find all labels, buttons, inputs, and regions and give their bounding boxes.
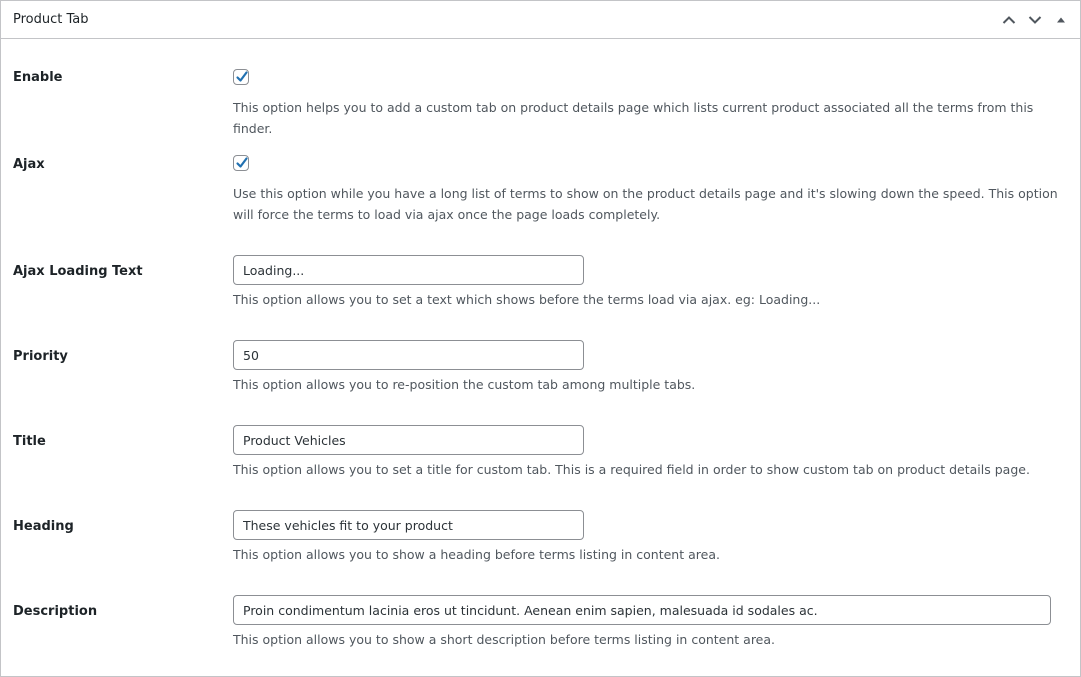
move-up-button[interactable] xyxy=(996,8,1022,32)
enable-checkbox[interactable] xyxy=(233,69,249,85)
title-input[interactable] xyxy=(233,425,584,455)
description-label: Description xyxy=(13,604,98,619)
heading-label: Heading xyxy=(13,519,74,534)
ajax-loading-text-input[interactable] xyxy=(233,255,584,285)
panel-handle-actions xyxy=(996,8,1074,32)
panel-header xyxy=(1,1,1080,39)
panel-title: Product Tab xyxy=(13,12,89,27)
move-down-button[interactable] xyxy=(1022,8,1048,32)
ajax-label: Ajax xyxy=(13,157,45,172)
toggle-panel-button[interactable] xyxy=(1048,8,1074,32)
checkmark-icon xyxy=(234,69,250,85)
enable-description: This option helps you to add a custom tab on product details page which lists current product associated all the terms from this finder. xyxy=(233,100,1034,136)
chevron-up-icon xyxy=(1001,12,1017,28)
enable-label: Enable xyxy=(13,70,63,85)
chevron-down-icon xyxy=(1027,12,1043,28)
heading-input[interactable] xyxy=(233,510,584,540)
heading-description: This option allows you to show a heading before terms listing in content area. xyxy=(233,547,720,562)
checkmark-icon xyxy=(234,155,250,171)
title-description: This option allows you to set a title for custom tab. This is a required field in order to show custom tab on product details page. xyxy=(233,462,1030,477)
description-input[interactable] xyxy=(233,595,1051,625)
ajax-loading-text-label: Ajax Loading Text xyxy=(13,264,143,279)
title-label: Title xyxy=(13,434,46,449)
priority-description: This option allows you to re-position the custom tab among multiple tabs. xyxy=(233,377,696,392)
priority-label: Priority xyxy=(13,349,68,364)
ajax-loading-text-description: This option allows you to set a text which shows before the terms load via ajax. eg: Loading... xyxy=(233,292,821,307)
ajax-description: Use this option while you have a long list of terms to show on the product details page and it's slowing down the speed. This option will force the terms to load via ajax once the page loads completely. xyxy=(233,186,1058,222)
priority-input[interactable] xyxy=(233,340,584,370)
description-description: This option allows you to show a short description before terms listing in content area. xyxy=(233,632,776,647)
caret-up-icon xyxy=(1055,14,1067,26)
ajax-checkbox[interactable] xyxy=(233,155,249,171)
